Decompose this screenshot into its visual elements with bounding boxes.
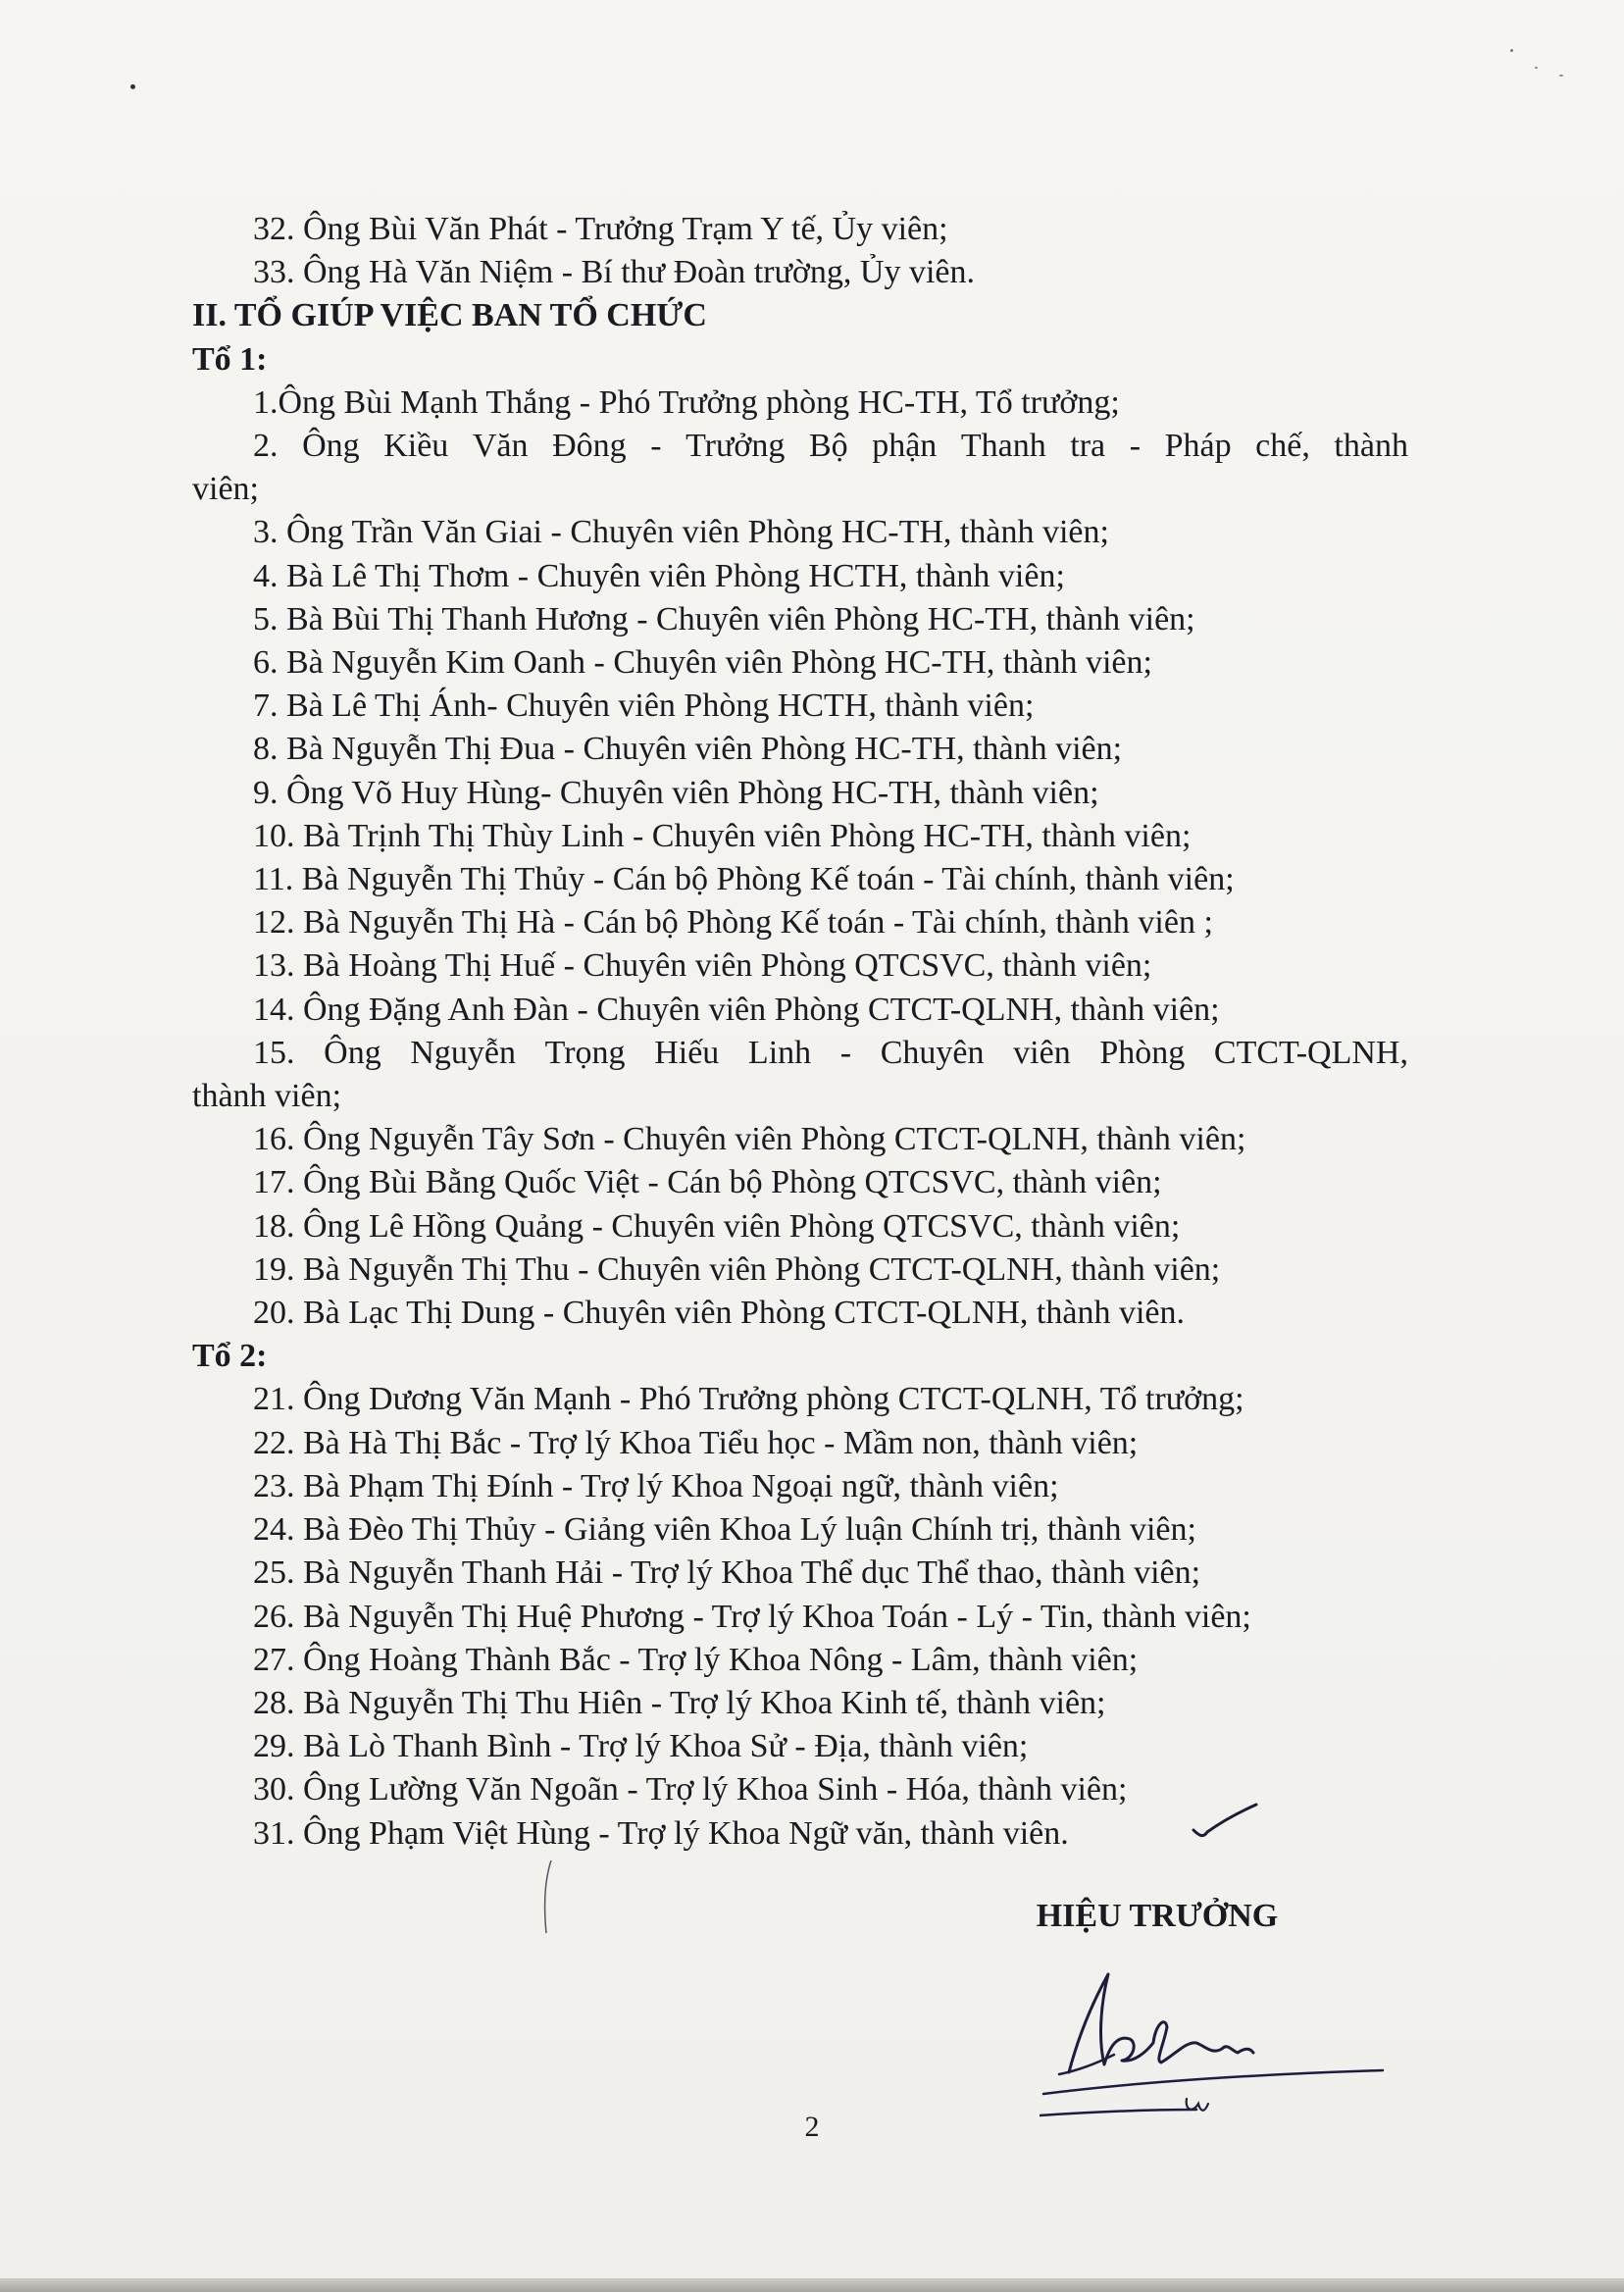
word: Pháp xyxy=(1164,428,1232,465)
group2-list xyxy=(192,1378,1408,1855)
word: thành xyxy=(1334,428,1408,465)
section-title: II. TỔ GIÚP VIỆC BAN TỔ CHỨC xyxy=(192,297,707,334)
word: tra xyxy=(1070,428,1106,465)
list-item: 19. Bà Nguyễn Thị Thu - Chuyên viên Phòng CTCT-QLNH, thành viên; xyxy=(253,1250,1221,1288)
list-item: 28. Bà Nguyễn Thị Thu Hiên - Trợ lý Khoa Kinh tế, thành viên; xyxy=(253,1684,1106,1721)
word: Đông xyxy=(552,428,627,465)
list-item: 7. Bà Lê Thị Ánh- Chuyên viên Phòng HCTH, thành viên; xyxy=(253,688,1035,725)
list-item: 5. Bà Bùi Thị Thanh Hương - Chuyên viên Phòng HC-TH, thành viên; xyxy=(253,600,1195,637)
list-item: 8. Bà Nguyễn Thị Đua - Chuyên viên Phòng HC-TH, thành viên; xyxy=(253,731,1123,768)
group1-item-2-tail: viên; xyxy=(192,471,259,508)
scan-speck xyxy=(1535,67,1538,69)
signature-icon xyxy=(1040,1957,1432,2123)
list-item: 18. Ông Lê Hồng Quảng - Chuyên viên Phòng QTCSVC, thành viên; xyxy=(253,1207,1181,1245)
list-item: 22. Bà Hà Thị Bắc - Trợ lý Khoa Tiểu học - Mầm non, thành viên; xyxy=(253,1424,1139,1461)
list-item: 20. Bà Lạc Thị Dung - Chuyên viên Phòng CTCT-QLNH, thành viên. xyxy=(253,1295,1186,1332)
list-item: 12. Bà Nguyễn Thị Hà - Cán bộ Phòng Kế toán - Tài chính, thành viên ; xyxy=(253,904,1213,942)
list-item: 1.Ông Bùi Mạnh Thắng - Phó Trưởng phòng HC-TH, Tổ trưởng; xyxy=(253,383,1120,421)
list-item: 24. Bà Đèo Thị Thủy - Giảng viên Khoa Lý luận Chính trị, thành viên; xyxy=(253,1511,1196,1549)
list-item: 14. Ông Đặng Anh Đàn - Chuyên viên Phòng CTCT-QLNH, thành viên; xyxy=(253,991,1220,1028)
word: 15. xyxy=(253,1034,295,1071)
list-item: 25. Bà Nguyễn Thanh Hải - Trợ lý Khoa Thể dục Thể thao, thành viên; xyxy=(253,1554,1201,1592)
list-item: 3. Ông Trần Văn Giai - Chuyên viên Phòng HC-TH, thành viên; xyxy=(253,514,1109,551)
list-item: 29. Bà Lò Thanh Bình - Trợ lý Khoa Sử - Địa, thành viên; xyxy=(253,1728,1029,1765)
list-item: 26. Bà Nguyễn Thị Huệ Phương - Trợ lý Khoa Toán - Lý - Tin, thành viên; xyxy=(253,1598,1251,1635)
page-number: 2 xyxy=(804,2111,820,2143)
word: Ông xyxy=(302,428,360,465)
list-item: 4. Bà Lê Thị Thơm - Chuyên viên Phòng HCTH, thành viên; xyxy=(253,557,1065,594)
group1-list-b xyxy=(192,511,1408,1031)
word: Chuyên xyxy=(880,1034,985,1071)
list-item: 21. Ông Dương Văn Mạnh - Phó Trưởng phòng CTCT-QLNH, Tổ trưởng; xyxy=(253,1381,1244,1418)
scan-speck xyxy=(1559,75,1563,76)
group1-item-15-first-line xyxy=(192,1032,1408,1075)
word: Phòng xyxy=(1099,1034,1186,1071)
checkmark-icon xyxy=(1192,1803,1260,1842)
word: CTCT-QLNH, xyxy=(1213,1034,1408,1071)
word: chế, xyxy=(1255,428,1310,465)
list-item: 10. Bà Trịnh Thị Thùy Linh - Chuyên viên Phòng HC-TH, thành viên; xyxy=(253,817,1192,854)
list-item: 13. Bà Hoàng Thị Huế - Chuyên viên Phòng QTCSVC, thành viên; xyxy=(253,947,1152,985)
word: Kiều xyxy=(383,428,449,465)
group1-list-c xyxy=(192,1118,1408,1335)
word: Nguyễn xyxy=(410,1034,516,1071)
list-item: 27. Ông Hoàng Thành Bắc - Trợ lý Khoa Nông - Lâm, thành viên; xyxy=(253,1641,1139,1678)
list-item: 31. Ông Phạm Việt Hùng - Trợ lý Khoa Ngữ văn, thành viên. xyxy=(253,1814,1069,1852)
signature-title: HIỆU TRƯỞNG xyxy=(1036,1898,1279,1934)
word: 2. xyxy=(253,428,279,465)
list-item: 23. Bà Phạm Thị Đính - Trợ lý Khoa Ngoại ngữ, thành viên; xyxy=(253,1467,1059,1504)
word: Thanh xyxy=(960,428,1046,465)
scan-bottom-edge xyxy=(0,2278,1624,2292)
list-item: 30. Ông Lường Văn Ngoãn - Trợ lý Khoa Sinh - Hóa, thành viên; xyxy=(253,1771,1128,1808)
word: phận xyxy=(872,428,938,465)
document-body xyxy=(192,208,1408,1856)
word: Trưởng xyxy=(685,428,786,465)
word: - xyxy=(839,1034,852,1071)
list-item: 6. Bà Nguyễn Kim Oanh - Chuyên viên Phòng HC-TH, thành viên; xyxy=(253,644,1152,682)
word: Hiếu xyxy=(654,1034,720,1071)
word: - xyxy=(1129,428,1142,465)
group1-list-a xyxy=(192,382,1408,425)
scan-speck xyxy=(1510,49,1513,52)
list-item: 17. Ông Bùi Bằng Quốc Việt - Cán bộ Phòng QTCSVC, thành viên; xyxy=(253,1164,1162,1201)
word: viên xyxy=(1013,1034,1071,1071)
scan-speck xyxy=(130,84,135,89)
signature-block xyxy=(1020,1898,1432,1935)
list-item: 9. Ông Võ Huy Hùng- Chuyên viên Phòng HC-TH, thành viên; xyxy=(253,774,1099,811)
list-item: 16. Ông Nguyễn Tây Sơn - Chuyên viên Phòng CTCT-QLNH, thành viên; xyxy=(253,1121,1246,1158)
word: Ông xyxy=(324,1034,381,1071)
intro-list xyxy=(192,208,1408,294)
list-item: 32. Ông Bùi Văn Phát - Trưởng Trạm Y tế, Ủy viên; xyxy=(253,211,948,247)
word: Bộ xyxy=(808,428,848,465)
list-item: 33. Ông Hà Văn Niệm - Bí thư Đoàn trường, Ủy viên. xyxy=(253,254,975,291)
pen-mark xyxy=(537,1859,557,1937)
word: Văn xyxy=(472,428,529,465)
group2-title: Tổ 2: xyxy=(192,1338,268,1375)
word: - xyxy=(650,428,662,465)
word: Trọng xyxy=(544,1034,626,1071)
group1-item-15-tail: thành viên; xyxy=(192,1078,342,1115)
group1-item-2-first-line xyxy=(192,425,1408,468)
list-item: 11. Bà Nguyễn Thị Thủy - Cán bộ Phòng Kế toán - Tài chính, thành viên; xyxy=(253,861,1235,898)
group1-title: Tổ 1: xyxy=(192,340,268,378)
word: Linh xyxy=(747,1034,812,1071)
